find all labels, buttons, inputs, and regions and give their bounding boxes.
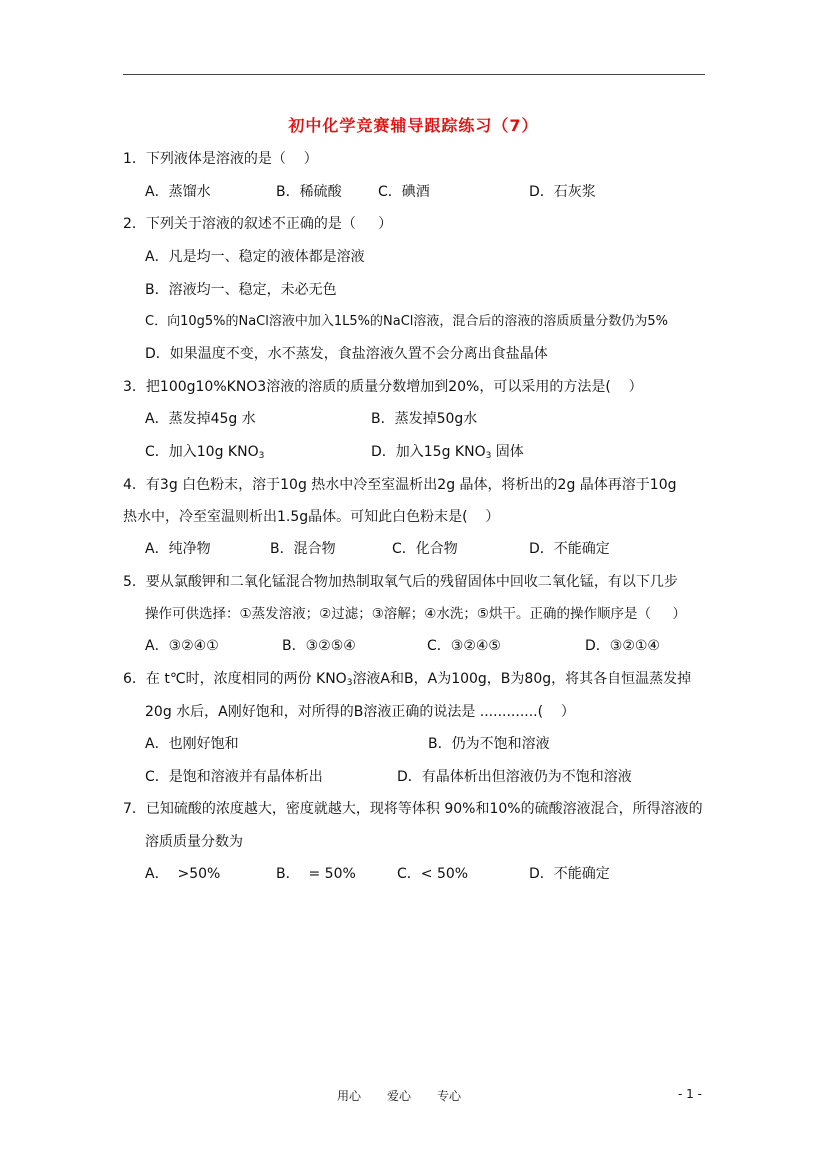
question-6-stem-line2: 20g 水后，A刚好饱和，对所得的B溶液正确的说法是 .............( ） xyxy=(145,704,575,720)
q4-option-c: C．化合物 xyxy=(392,541,458,557)
footer-motto-1: 用心 xyxy=(337,1089,362,1103)
q3-option-d: D．加入15g $KNO_3$ 固体 xyxy=(371,444,524,461)
question-2-stem: 2．下列关于溶液的叙述不正确的是（ ） xyxy=(123,216,393,232)
footer-motto-2: 爱心 xyxy=(387,1089,412,1103)
header-rule xyxy=(123,74,705,75)
question-4-stem-line2: 热水中，冷至室温则析出1.5g晶体。可知此白色粉末是( ） xyxy=(123,509,500,525)
question-7-stem-line2: 溶质质量分数为 xyxy=(145,834,243,850)
q1-option-c: C．碘酒 xyxy=(378,184,430,200)
q5-option-a: A．③②④① xyxy=(145,638,219,654)
question-6-stem-line1: 6．在 t℃时，浓度相同的两份 $KNO_3$溶液A和B，A为100g，B为80g，将其各自恒温蒸发掉 xyxy=(123,671,692,688)
question-5-stem-line1: 5．要从氯酸钾和二氧化锰混合物加热制取氧气后的残留固体中回收二氧化锰，有以下几步 xyxy=(123,574,678,590)
page-number: - 1 - xyxy=(678,1087,702,1101)
q1-option-b: B．稀硫酸 xyxy=(276,184,342,200)
q3-option-c: C．加入10g $KNO_3$ xyxy=(145,444,265,461)
q3-option-a: A．蒸发掉45g 水 xyxy=(145,411,256,427)
question-7-stem-line1: 7．已知硫酸的浓度越大，密度就越大，现将等体积 90%和10%的硫酸溶液混合，所得溶液的 xyxy=(123,801,703,817)
q3-option-b: B．蒸发掉50g水 xyxy=(371,411,478,427)
q7-option-a: A． >50% xyxy=(145,866,221,882)
q4-option-a: A．纯净物 xyxy=(145,541,211,557)
q4-option-b: B．混合物 xyxy=(270,541,336,557)
q7-option-d: D．不能确定 xyxy=(529,866,610,882)
question-5-stem-line2: 操作可供选择：①蒸发溶液；②过滤；③溶解；④水洗；⑤烘干。正确的操作顺序是（ ） xyxy=(145,606,686,622)
q5-option-b: B．③②⑤④ xyxy=(282,638,356,654)
q2-option-d: D．如果温度不变，水不蒸发，食盐溶液久置不会分离出食盐晶体 xyxy=(145,346,548,362)
q1-option-a: A．蒸馏水 xyxy=(145,184,211,200)
question-4-stem-line1: 4．有3g 白色粉末，溶于10g 热水中冷至室温析出2g 晶体，将析出的2g 晶体再溶于10g xyxy=(123,477,677,493)
q2-option-a: A．凡是均一、稳定的液体都是溶液 xyxy=(145,249,365,265)
q6-option-c: C．是饱和溶液并有晶体析出 xyxy=(145,769,323,785)
q6-option-d: D．有晶体析出但溶液仍为不饱和溶液 xyxy=(397,769,632,785)
q6-option-a: A．也刚好饱和 xyxy=(145,736,239,752)
question-3-stem: 3．把100g10%KNO3溶液的溶质的质量分数增加到20%，可以采用的方法是( ） xyxy=(123,379,643,395)
q5-option-d: D．③②①④ xyxy=(585,638,660,654)
q6-option-b: B．仍为不饱和溶液 xyxy=(428,736,550,752)
question-1-stem: 1．下列液体是溶液的是（ ） xyxy=(123,151,318,167)
q5-option-c: C．③②④⑤ xyxy=(427,638,501,654)
q1-option-d: D．石灰浆 xyxy=(529,184,596,200)
q4-option-d: D．不能确定 xyxy=(529,541,610,557)
q2-option-c: C．向10g5%的NaCl溶液中加入1L5%的NaCl溶液，混合后的溶液的溶质质量分数仍为5% xyxy=(145,314,669,329)
q2-option-b: B．溶液均一、稳定，未必无色 xyxy=(145,282,337,298)
q7-option-c: C．< 50% xyxy=(397,866,469,882)
footer-motto-3: 专心 xyxy=(437,1089,462,1103)
page-title: 初中化学竞赛辅导跟踪练习（7） xyxy=(288,116,539,135)
q7-option-b: B． = 50% xyxy=(276,866,356,882)
